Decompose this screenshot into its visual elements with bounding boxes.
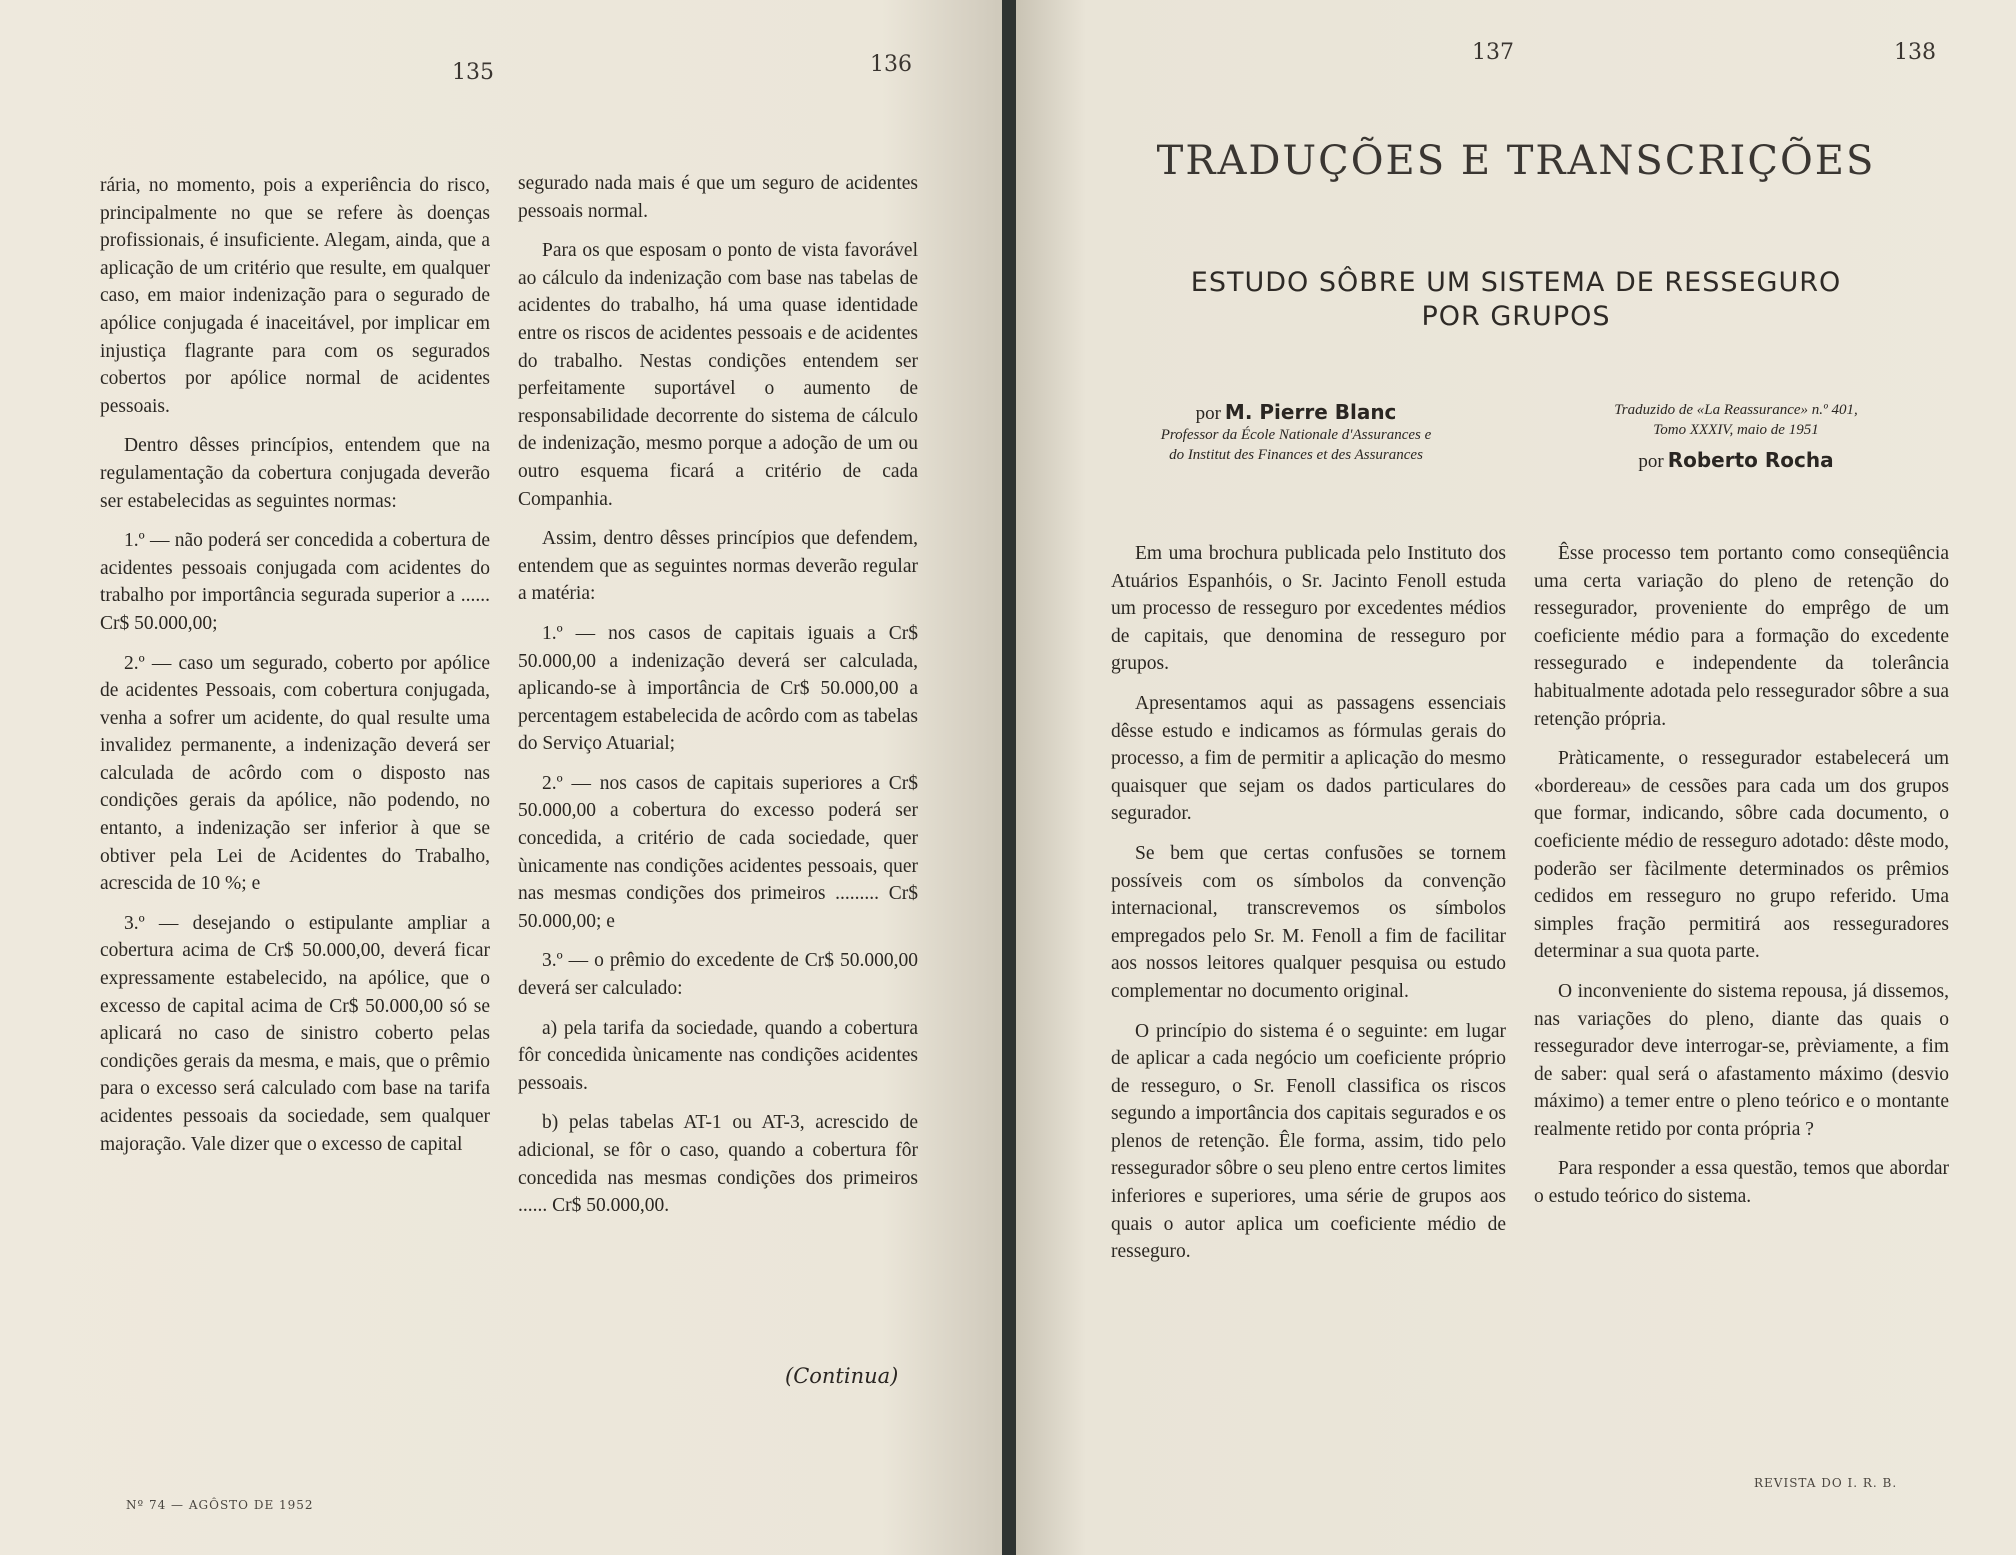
issue-footer: Nº 74 — AGÔSTO DE 1952 bbox=[126, 1498, 314, 1512]
paragraph: Assim, dentro dêsses princípios que defendem, entendem que as seguintes normas deverão regular a matéria: bbox=[518, 528, 918, 605]
right-page-column-1 bbox=[1111, 540, 1506, 1278]
author-affiliation-1: Professor da École Nationale d'Assurances e bbox=[1160, 427, 1432, 443]
paragraph: O princípio do sistema é o seguinte: em lugar de aplicar a cada negócio um coeficiente próprio de resseguro, o Sr. Fenoll classifica os riscos segundo a importância dos capitais segurados e os plenos de retenção. Êle forma, assim, tido pelo ressegurador sôbre o seu pleno entre certos limites inferiores e superiores, uma série de grupos aos quais o autor aplica um coeficiente médio de resseguro. bbox=[1111, 1020, 1506, 1263]
paragraph: Apresentamos aqui as passagens essenciais dêsse estudo e indicamos as fórmulas gerais do processo, a fim de permitir a aplicação do mesmo quaisquer que sejam os dados particulares do segurador. bbox=[1111, 692, 1506, 825]
paragraph: 1.º — nos casos de capitais iguais a Cr$ 50.000,00 a indenização deverá ser calculada, aplicando-se à importância de Cr$ 50.000,00 a percentagem estabelecida de acôrdo com as tabelas do Serviço Atuarial; bbox=[518, 622, 918, 755]
page-number-138: 138 bbox=[1894, 40, 1936, 65]
paragraph: Em uma brochura publicada pelo Instituto dos Atuários Espanhóis, o Sr. Jacinto Fenoll estuda um processo de resseguro por excedentes médios de capitais, que denomina de resseguro por grupos. bbox=[1111, 543, 1506, 675]
paragraph: segurado nada mais é que um seguro de acidentes pessoais normal. bbox=[518, 173, 918, 222]
paragraph: 1.º — não poderá ser concedida a cobertura de acidentes pessoais conjugada com acidentes do trabalho por importância segurada superior a ...... Cr$ 50.000,00; bbox=[100, 530, 490, 634]
article-title-line-2: POR GRUPOS bbox=[1421, 301, 1611, 332]
paragraph: b) pelas tabelas AT-1 ou AT-3, acrescido de adicional, se fôr o caso, quando a cobertura fôr concedida nas mesmas condições dos primeiros ...... Cr$ 50.000,00. bbox=[518, 1112, 918, 1217]
paragraph: 2.º — caso um segurado, coberto por apólice de acidentes Pessoais, com cobertura conjugada, venha a sofrer um acidente, do qual resulte uma invalidez permanente, a indenização deverá ser calculada de acôrdo com o disposto nas condições gerais da apólice, não podendo, no entanto, a indenização ser inferior à que se obtiver pela Lei de Acidentes do Trabalho, acrescida de 10 %; e bbox=[100, 652, 490, 895]
author-prefix: por bbox=[1195, 403, 1221, 424]
paragraph: O inconveniente do sistema repousa, já dissemos, nas variações do pleno, diante das quais o ressegurador deve interrogar-se, prèviamente, a fim de saber: qual será o afastamento máximo (desvio máximo) a temer entre o pleno teórico e o montante realmente retido por conta própria ? bbox=[1534, 980, 1949, 1140]
continua-note: (Continua) bbox=[785, 1364, 899, 1388]
paragraph: Para responder a essa questão, temos que abordar o estudo teórico do sistema. bbox=[1534, 1158, 1949, 1208]
paragraph: Êsse processo tem portanto como conseqüência uma certa variação do pleno de retenção do ressegurador, proveniente do emprêgo de um coeficiente médio para a formação do excedente ressegurado e independente da tolerância habitualmente adotada pelo ressegurador sôbre a sua retenção própria. bbox=[1534, 543, 1949, 730]
paragraph: 3.º — o prêmio do excedente de Cr$ 50.000,00 deverá ser calculado: bbox=[518, 950, 918, 1000]
translation-note-2: Tomo XXXIV, maio de 1951 bbox=[1653, 422, 1819, 438]
right-page-column-2 bbox=[1534, 540, 1949, 1223]
paragraph: Se bem que certas confusões se tornem possíveis com os símbolos da convenção internacional, transcrevemos os símbolos empregados pelo Sr. M. Fenoll a fim de facilitar aos nossos leitores qualquer pesquisa ou estudo complementar no documento original. bbox=[1111, 842, 1506, 1002]
left-page-column-2 bbox=[518, 170, 918, 1232]
paragraph: a) pela tarifa da sociedade, quando a cobertura fôr concedida ùnicamente nas condições acidentes pessoais. bbox=[518, 1017, 918, 1094]
paragraph: Pràticamente, o ressegurador estabelecerá um «bordereau» de cessões para cada um dos grupos que formar, indicando, sôbre cada documento, o coeficiente médio de resseguro adotado: dêste modo, poderão ser fàcilmente determinados os prêmios cedidos em resseguro no grupo referido. Uma simples fração permitirá aos resseguradores determinar a sua quota parte. bbox=[1534, 748, 1949, 963]
page-number-136: 136 bbox=[870, 52, 912, 77]
page-number-137: 137 bbox=[1472, 40, 1514, 65]
paragraph: 2.º — nos casos de capitais superiores a Cr$ 50.000,00 a cobertura do excesso poderá ser concedida, a critério de cada sociedade, quer ùnicamente nas condições acidentes pessoais, quer nas mesmas condições dos primeiros ......... Cr$ 50.000,00; e bbox=[518, 772, 918, 932]
translation-byline bbox=[1526, 400, 1946, 473]
translator-name: Roberto Rocha bbox=[1667, 448, 1834, 472]
paragraph: rária, no momento, pois a experiência do risco, principalmente no que se refere às doenças profissionais, é insuficiente. Alegam, ainda, que a aplicação de um critério que resulte, em qualquer caso, em maior indenização para o segurado de apólice conjugada é inaceitável, por implicar em injustiça flagrante para com os segurados cobertos por apólice normal de acidentes pessoais. bbox=[100, 175, 490, 417]
left-page bbox=[0, 0, 1002, 1555]
author-byline bbox=[1086, 400, 1506, 465]
article-title-line-1: ESTUDO SÔBRE UM SISTEMA DE RESSEGURO bbox=[1190, 267, 1842, 298]
page-number-135: 135 bbox=[452, 60, 494, 85]
translation-note-1: Traduzido de «La Reassurance» n.º 401, bbox=[1614, 402, 1858, 418]
translator-prefix: por bbox=[1638, 451, 1664, 472]
author-name: M. Pierre Blanc bbox=[1224, 400, 1397, 424]
paragraph: Para os que esposam o ponto de vista favorável ao cálculo da indenização com base nas tabelas de acidentes do trabalho, há uma quase identidade entre os riscos de acidentes pessoais e de acidentes do trabalho. Nestas condições entendem ser perfeitamente suportável o aumento de responsabilidade decorrente do sistema de cálculo de indenização, mesmo porque a adoção de um ou outro esquema ficará a critério de cada Companhia. bbox=[518, 240, 918, 510]
journal-footer: REVISTA DO I. R. B. bbox=[1754, 1476, 1898, 1490]
right-page bbox=[1016, 0, 2016, 1555]
section-title: TRADUÇÕES E TRANSCRIÇÕES bbox=[1156, 138, 1876, 184]
author-affiliation-2: do Institut des Finances et des Assurances bbox=[1169, 447, 1423, 463]
paragraph: 3.º — desejando o estipulante ampliar a cobertura acima de Cr$ 50.000,00, deverá ficar expressamente estabelecido, na apólice, que o excesso de capital acima de Cr$ 50.000,00 só se aplicará no caso de sinistro coberto pelas condições gerais da mesma, e mais, que o prêmio para o excesso será calculado com base na tarifa acidentes pessoais da sociedade, sem qualquer majoração. Vale dizer que o excesso de capital bbox=[100, 912, 490, 1155]
left-page-column-1 bbox=[100, 172, 490, 1170]
book-gutter bbox=[1002, 0, 1016, 1555]
paragraph: Dentro dêsses princípios, entendem que na regulamentação da cobertura conjugada deverão ser estabelecidas as seguintes normas: bbox=[100, 435, 490, 512]
